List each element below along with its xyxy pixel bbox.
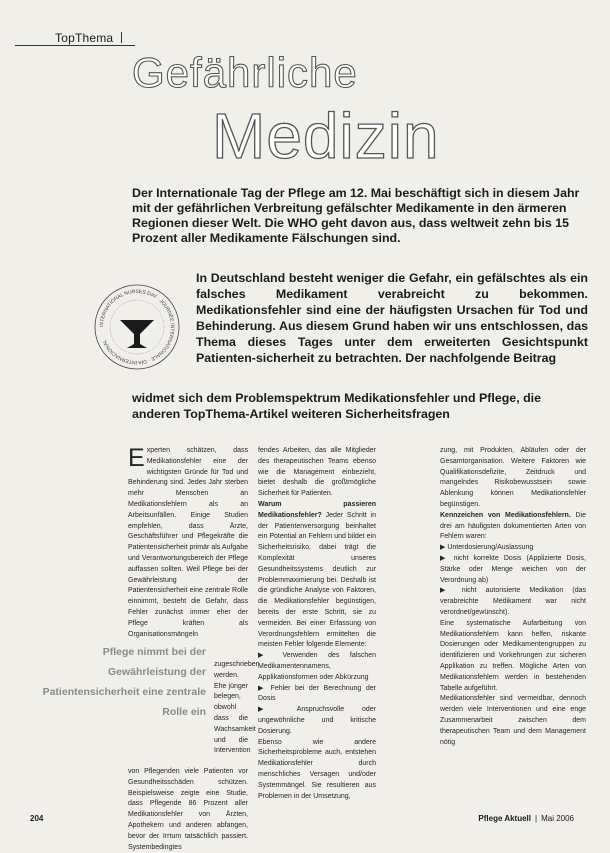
body-column-3 — [440, 446, 586, 748]
col1-text: xperten schätzen, dass Medikationsfehler eine der wichtigsten Gründe für Tod und Behinderung sind. Jedes Jahr sterben mehr Menschen an Medikationsfehlern als an Arbeitsunfällen. Einige Studien empfehlen, dass Ärzte, Geschäftsführer und Pflegekräfte die Patientensicherheit primär als Aufgabe und Verantwortungsbereich der Pflege auffassen sollten. Weil Pflege bei der Gewährleistung der Patientensicherheit eine zentrale Rolle einnimmt, besteht die Gefahr, dass Fehler zunächst immer eher der Pflege kräften als Organisationsmängeln — [128, 447, 248, 638]
col3-text-2: Die drei am häufigsten dokumentierten Arten von Fehlern waren: — [440, 511, 586, 541]
col2-text-2: Jeder Schritt in der Patientenversorgung beinhaltet ein Potential an Fehlern und bildet ein Sicherheitsrisiko, dabei trägt die Komplexität unseres Gesundheitssystems deutlich zur Problemmaximierung bei. Deshalb ist die gründliche Analyse von Faktoren, die Medikationsfehler begünstigen, bereits der erste Schritt, sie zu vermeiden. Bei einer Erfassung von Verordnungsfehlern ermittelten die meisten Fehler folgende Elemente: — [258, 511, 377, 649]
col2-text-3: Ebenso wie andere Sicherheitsprobleme auch, entstehen Medikationsfehler durch menschliches Versagen und/oder Systemmängel. Sie resultieren aus Problemen in der Umsetzung, — [258, 738, 376, 800]
col3-heading: Kennzeichen von Medikationsfehlern. — [440, 511, 571, 519]
lead-paragraph-2: In Deutschland besteht weniger die Gefahr, ein gefälschtes als ein falsches Medikament verabreicht zu bekommen. Medikationsfehler sind eine der häufigsten Ursachen für Tod und Behinderung. Aus diesem Grund haben wir uns entschlossen, das Thema dieses Tages unter dem erweiterten Gesichtspunkt Patienten-sicherheit zu betrachten. Der nachfolgende Beitrag — [196, 271, 588, 365]
footer-separator: | — [535, 814, 538, 823]
col3-list-item: ▶ Unterdosierung/Auslassung — [440, 544, 534, 552]
lead-paragraph-1: Der Internationale Tag der Pflege am 12. Mai beschäftigt sich in diesem Jahr mit der gefährlichen Verbreitung gefälschter Medikamente in den ärmeren Regionen dieser Welt. Die WHO geht davon aus, dass weltweit zehn bis 15 Prozent aller Medikamente Fälschungen sind. — [132, 186, 580, 245]
body-column-1 — [128, 446, 248, 640]
body-column-2 — [258, 446, 376, 802]
col3-text-1: zung, mit Produkten, Abläufen oder der Gesamtorganisation. Weitere Faktoren wie Qualifikationsdefizite, Zeitdruck und mangelndes Risikobewusstsein sowie Ablenkung können Medikationsfehler begünstigen. — [440, 447, 586, 508]
rubric-text: TopThema — [55, 31, 114, 45]
issue-date: Mai 2006 — [541, 814, 574, 823]
col2-heading: Warum passieren Medikationsfehler? — [258, 500, 376, 519]
col2-list-item: ▶ Verwenden des falschen Medikamentennamens, Applikationsformen oder Abkürzung — [258, 652, 376, 681]
col3-list-item: ▶ nicht korrekte Dosis (Applizierte Dosis, Stärke oder Menge weichen von der Verordnung ab) — [440, 554, 586, 584]
page-number: 204 — [30, 814, 44, 823]
col2-list-item: ▶ Anspruchsvolle oder ungewöhnliche und kritische Dosierung. — [258, 706, 376, 735]
col3-list-item: ▶ nicht autorisierte Medikation (das verabreichte Medikament war nicht verordnet/gewünscht). — [440, 587, 586, 616]
pull-quote: Pflege nimmt bei der Gewährleistung der Patientensicherheit eine zentrale Rolle ein — [42, 646, 206, 718]
rubric-rule — [15, 45, 135, 46]
col2-text-1: fendes Arbeiten, das alle Mitglieder des therapeutischen Teams ebenso wie die Management einbezieht, bietet deshalb die großtmögliche Sicherheit für Patienten. — [258, 447, 376, 498]
col3-text-3: Eine systematische Aufarbeitung von Medikationsfehlern kann helfen, riskante Dosierungen oder Medikamentengruppen zu identifizieren und Vorkehrungen zur sicheren Applikation zu treffen. Mögliche Arten von Medikationsfehlern werden in bestehenden Tabelle aufgeführt. — [440, 619, 586, 692]
nurses-day-emblem — [92, 282, 182, 372]
col3-text-4: Medikationsfehler sind vermeidbar, dennoch werden viele Interventionen und eine enge Zusammenarbeit zwischen dem therapeutischen Team und dem Management nötig — [440, 695, 586, 746]
lead-paragraph-3: widmet sich dem Problemspektrum Medikationsfehler und Pflege, die anderen TopThema-Artikel weiteren Sicherheitsfragen — [132, 391, 541, 421]
col2-list-item: ▶ Fehler bei der Berechnung der Dosis — [258, 684, 376, 703]
footer-publication — [478, 814, 574, 823]
rubric-bar — [121, 32, 122, 43]
rubric-label — [55, 31, 122, 45]
headline-line2: Medizin — [212, 100, 440, 172]
body-column-1-bottom: von Pflegenden viele Patienten vor Gesundheitsschäden schützen. Beispielsweise zeigte eine Studie, dass Pflegende 86 Prozent aller Medikationsfehler von Ärzten, Apothekern und anderen abfangen, bevor der Irrtum tatsächlich passiert. Systembedingtes — [128, 768, 248, 851]
headline-line1: Gefährliche — [132, 49, 358, 96]
emblem-ring-text: INTERNATIONAL NURSES DAY · JOURNÉE INTERNATIONALE · DÍA INTERNACIONAL — [98, 288, 176, 366]
magazine-name: Pflege Aktuell — [478, 814, 531, 823]
body-column-1-continued: zugeschrieben werden. Ehe jünger belegen, obwohl dass die Wachsamkeit und die Intervention — [214, 661, 260, 755]
drop-cap: E — [128, 444, 145, 472]
